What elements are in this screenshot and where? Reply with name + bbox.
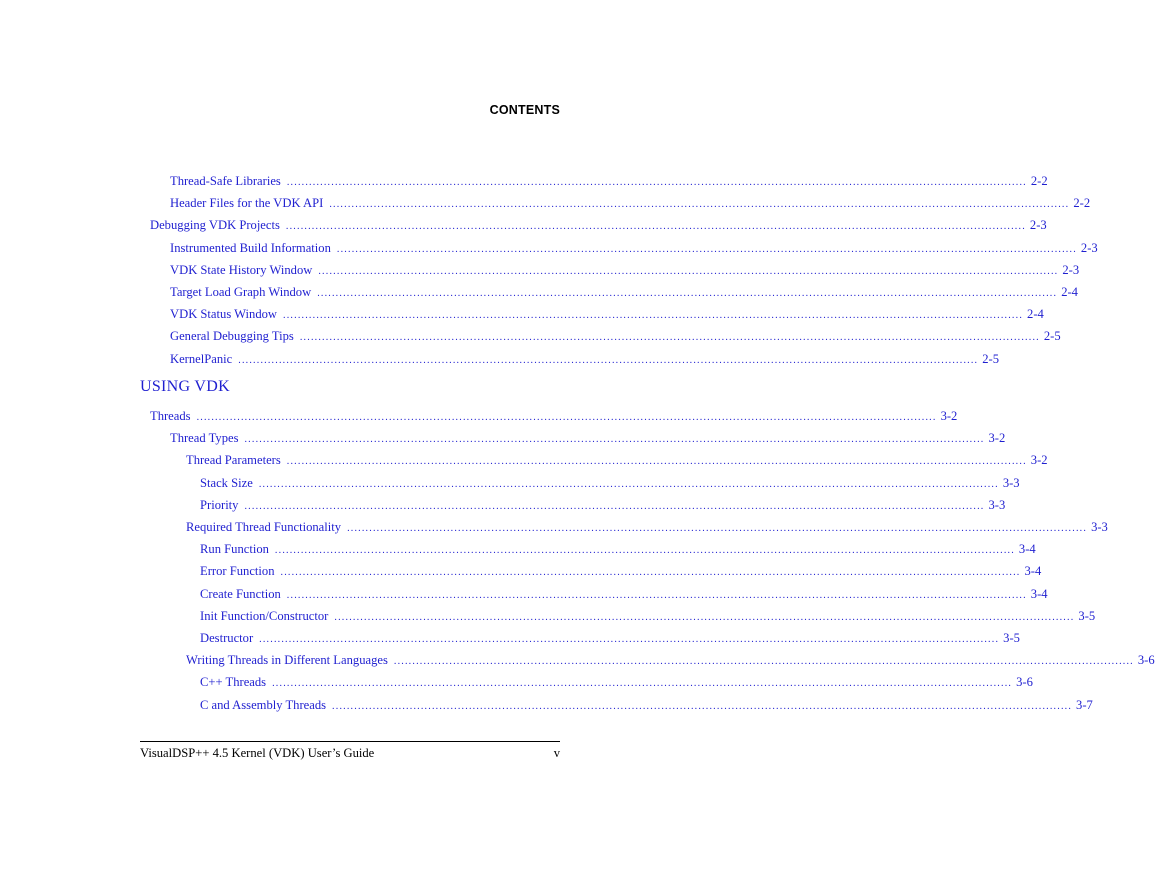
toc-dot-leader: ........................................................................................................................................................................................................ (272, 678, 1013, 690)
toc-dot-leader: ........................................................................................................................................................................................................ (334, 611, 1075, 623)
toc-entry-page: 2-2 (1073, 196, 1091, 211)
toc-entry-page: 3-4 (1018, 542, 1036, 557)
toc-dot-leader: ........................................................................................................................................................................................................ (347, 523, 1088, 534)
toc-entry-page: 2-4 (1061, 285, 1078, 299)
toc-entry[interactable] (186, 453, 1048, 475)
toc-entry-page: 2-4 (1027, 307, 1044, 322)
toc-entry-title: General Debugging Tips (170, 329, 294, 344)
toc-entry[interactable] (170, 329, 1061, 351)
toc-dot-leader: ........................................................................................................................................................................................................ (329, 199, 1070, 211)
toc-entry-title: Writing Threads in Different Languages (186, 653, 388, 668)
toc-entry-title: Target Load Graph Window (170, 285, 312, 299)
toc-entry-title: Stack Size (200, 475, 253, 490)
toc-dot-leader: ........................................................................................................................................................................................................ (244, 500, 985, 512)
footer-page-number: v (553, 746, 560, 760)
toc-entry-title: Destructor (200, 631, 254, 645)
footer-divider (140, 741, 560, 742)
toc-entry-title: Threads (150, 409, 191, 423)
toc-entry[interactable] (170, 262, 1080, 285)
toc-entry-page: 2-3 (1080, 240, 1098, 255)
toc-entry[interactable] (200, 697, 1093, 720)
toc-entry[interactable] (186, 520, 1108, 542)
footer-guide-title: VisualDSP++ 4.5 Kernel (VDK) User’s Guide (140, 746, 375, 760)
toc-dot-leader: ........................................................................................................................................................................................................ (274, 545, 1015, 557)
toc-entry-title: VDK Status Window (170, 307, 278, 322)
toc-entry-title: C++ Threads (200, 675, 267, 690)
page-header-title: CONTENTS (489, 103, 560, 117)
toc-entry-title: Thread-Safe Libraries (170, 174, 281, 188)
toc-dot-leader: ........................................................................................................................................................................................................ (336, 243, 1077, 255)
toc-entry-title: KernelPanic (170, 351, 233, 366)
toc-entry-page: 3-6 (1137, 653, 1155, 668)
toc-entry-title: Header Files for the VDK API (170, 196, 324, 211)
toc-dot-leader: ........................................................................................................................................................................................................ (286, 177, 1027, 188)
toc-entry-page: 3-2 (1030, 453, 1048, 468)
toc-dot-leader: ........................................................................................................................................................................................................ (259, 634, 1000, 645)
toc-dot-leader: ........................................................................................................................................................................................................ (244, 434, 985, 446)
toc-entry[interactable] (170, 431, 1006, 453)
toc-entry-title: Run Function (200, 542, 269, 557)
toc-entry-page: 3-4 (1024, 564, 1042, 579)
toc-dot-leader: ........................................................................................................................................................................................................ (317, 288, 1058, 299)
toc-entry[interactable] (200, 675, 1033, 697)
toc-entry-title: Instrumented Build Information (170, 240, 331, 255)
toc-entry[interactable] (200, 497, 1006, 520)
toc-entry-page: 3-5 (1003, 631, 1020, 645)
toc-entry-page: 3-6 (1016, 675, 1033, 690)
toc-entry-page: 3-4 (1030, 586, 1048, 601)
toc-entry[interactable] (150, 218, 1047, 240)
toc-entry-title: Error Function (200, 564, 275, 579)
toc-entry[interactable] (170, 196, 1091, 218)
toc-entry[interactable] (186, 653, 1155, 675)
toc-dot-leader: ........................................................................................................................................................................................................ (286, 456, 1027, 468)
section-heading-using-vdk[interactable]: USING VDK (140, 378, 230, 395)
toc-entry-page: 2-2 (1030, 174, 1048, 188)
toc-entry-title: Required Thread Functionality (186, 520, 342, 534)
toc-dot-leader: ........................................................................................................................................................................................................ (285, 221, 1026, 233)
toc-entry-title: Priority (200, 497, 239, 512)
toc-dot-leader: ........................................................................................................................................................................................................ (196, 412, 937, 423)
toc-entry[interactable] (170, 240, 1098, 263)
toc-entry-page: 3-2 (940, 409, 958, 423)
toc-dot-leader: ........................................................................................................................................................................................................ (258, 478, 999, 490)
toc-entry-page: 3-3 (1091, 520, 1108, 534)
toc-entry-page: 3-2 (988, 431, 1006, 446)
toc-entry[interactable] (200, 542, 1036, 564)
toc-dot-leader: ........................................................................................................................................................................................................ (299, 332, 1040, 344)
toc-dot-leader: ........................................................................................................................................................................................................ (280, 567, 1021, 579)
toc-entry[interactable] (170, 307, 1044, 329)
toc-entry-title: Init Function/Constructor (200, 608, 329, 623)
toc-entry-title: Debugging VDK Projects (150, 218, 280, 233)
toc-dot-leader: ........................................................................................................................................................................................................ (283, 310, 1024, 322)
toc-entry-page: 2-3 (1029, 218, 1047, 233)
toc-entry[interactable] (150, 409, 958, 431)
toc-entry[interactable] (200, 608, 1096, 631)
toc-entry[interactable] (200, 475, 1020, 498)
toc-entry-page: 3-3 (1002, 475, 1020, 490)
toc-dot-leader: ........................................................................................................................................................................................................ (393, 656, 1134, 668)
toc-entry-page: 2-3 (1062, 262, 1080, 277)
toc-entry-title: VDK State History Window (170, 262, 313, 277)
toc-entry-page: 3-7 (1076, 697, 1093, 712)
toc-entry-title: Create Function (200, 586, 281, 601)
toc-entry-title: Thread Types (170, 431, 239, 446)
toc-entry[interactable] (170, 351, 1000, 374)
toc-dot-leader: ........................................................................................................................................................................................................ (238, 354, 979, 366)
toc-entry-page: 2-5 (1043, 329, 1061, 344)
toc-entry[interactable] (170, 285, 1078, 307)
toc-dot-leader: ........................................................................................................................................................................................................ (318, 265, 1059, 277)
toc-entry[interactable] (200, 631, 1020, 653)
toc-dot-leader: ........................................................................................................................................................................................................ (286, 589, 1027, 601)
toc-entry[interactable] (200, 564, 1042, 586)
toc-entry-page: 2-5 (982, 351, 1000, 366)
toc-entry-title: Thread Parameters (186, 453, 281, 468)
toc-entry-title: C and Assembly Threads (200, 697, 327, 712)
toc-entry[interactable] (170, 174, 1048, 196)
toc-entry-page: 3-5 (1078, 608, 1096, 623)
toc-dot-leader: ........................................................................................................................................................................................................ (332, 700, 1073, 712)
toc-entry[interactable] (200, 586, 1048, 609)
toc-entry-page: 3-3 (988, 497, 1006, 512)
